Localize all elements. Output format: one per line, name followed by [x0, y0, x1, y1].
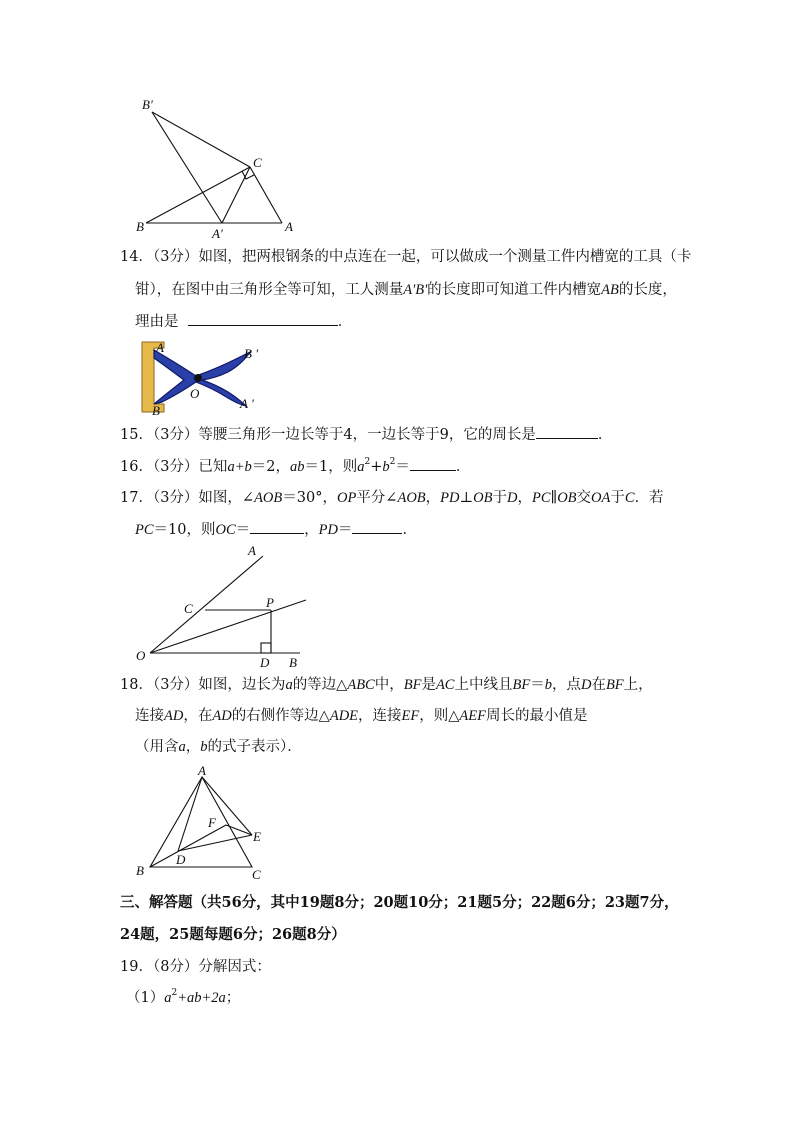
label-P: P [266, 595, 274, 610]
q14-line2: 钳），在图中由三角形全等可知，工人测量A'B'的长度即可知道工件内槽宽AB的长度， [135, 282, 677, 298]
label-B: B [136, 219, 144, 234]
label-B-prime: B′ [142, 97, 153, 112]
label-A-prime: A′ [212, 226, 223, 240]
label-C: C [252, 867, 261, 882]
label-F: F [208, 815, 216, 830]
answer-blank-q16[interactable] [410, 456, 456, 471]
q16-line: 16．（3分）已知a+b＝2，ab＝1，则$a^2+b^2=$ ． [120, 457, 471, 475]
answer-blank-q17-OC[interactable] [250, 519, 304, 534]
label-O: O [190, 386, 200, 401]
q15-line: 15．（3分）等腰三角形一边长等于4，一边长等于9，它的周长是 ． [120, 424, 612, 445]
figure-q14-calipers [138, 338, 268, 418]
label-B: B [136, 863, 144, 878]
label-B-prime: B ′ [244, 346, 259, 361]
q18-line1: 18．（3分）如图，边长为a的等边△ABC中，BF是AC上中线且BF＝b，点D在BF上， [120, 677, 653, 693]
q14-line1: 14．（3分）如图，把两根钢条的中点连在一起，可以做成一个测量工件内槽宽的工具（卡 [120, 249, 692, 265]
figure-q18-triangles [130, 763, 280, 883]
q17-line1: 17．（3分）如图，∠AOB＝30°，OP平分∠AOB，PD⊥OB于D，PC∥OB交OA于C．若 [120, 490, 664, 506]
label-A: A [156, 340, 164, 355]
q17-line2: PC＝10，则OC＝ ，PD＝ ． [135, 519, 417, 540]
label-C: C [184, 601, 193, 616]
q14-line3: 理由是 ． [135, 311, 352, 332]
q19-title: 19．（8分）分解因式： [120, 959, 271, 975]
label-C: C [253, 155, 262, 170]
label-E: E [253, 829, 261, 844]
label-O: O [136, 648, 146, 663]
label-A: A [285, 219, 293, 234]
label-A: A [248, 543, 256, 558]
answer-blank-q14[interactable] [188, 311, 338, 326]
figure-q13-triangles [130, 95, 310, 240]
q18-line2: 连接AD，在AD的右侧作等边△ADE，连接EF，则△AEF周长的最小值是 [135, 708, 588, 724]
answer-blank-q17-PD[interactable] [352, 519, 402, 534]
label-D: D [176, 852, 186, 867]
q19-part1: $(1)a^2+ab+2a$； [126, 988, 241, 1006]
figure-q17-angle [130, 543, 320, 671]
section3-heading-line2: 24题，25题每题6分；26题8分） [120, 926, 346, 943]
label-D: D [260, 655, 270, 670]
label-B: B [289, 655, 297, 670]
label-A: A [198, 763, 206, 778]
label-A-prime: A ′ [240, 396, 254, 411]
answer-blank-q15[interactable] [536, 424, 598, 439]
q18-line3: （用含a，b的式子表示）． [135, 739, 302, 755]
section3-heading-line1: 三、解答题（共56分，其中19题8分；20题10分；21题5分；22题6分；23题7分， [120, 894, 679, 911]
label-B: B [152, 403, 160, 418]
